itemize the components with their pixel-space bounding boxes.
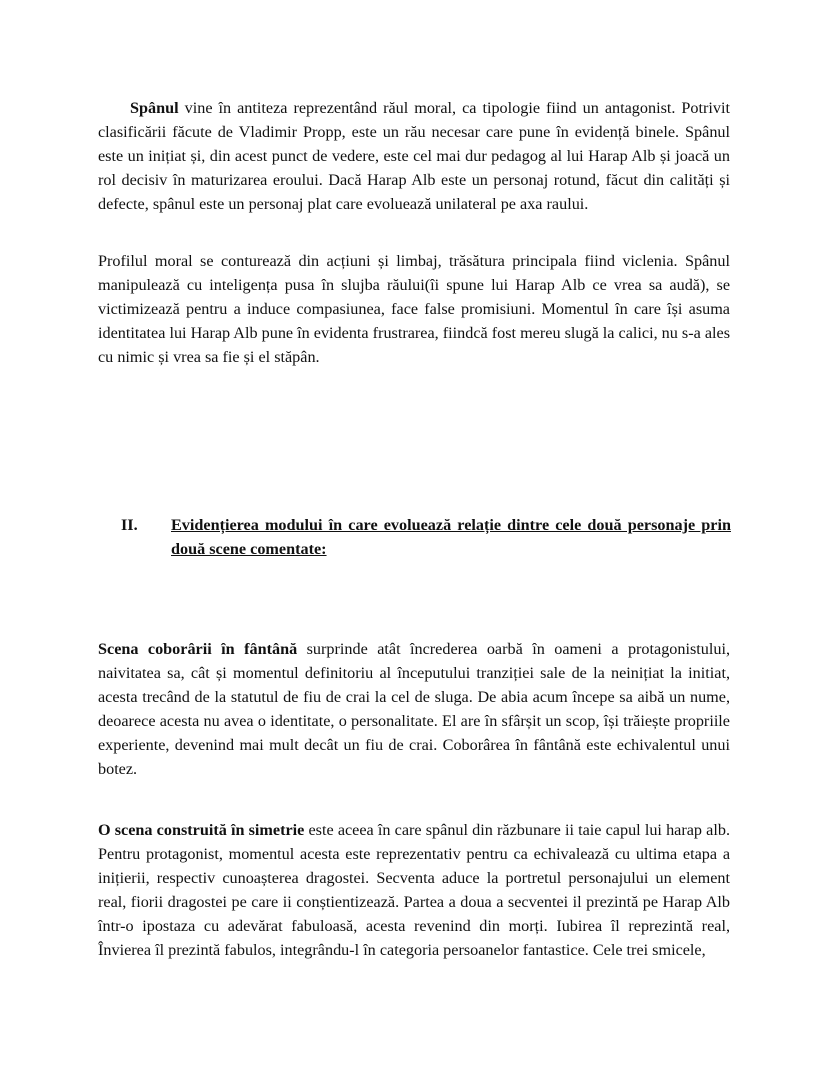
paragraph-lead-bold: Scena coborârii în fântână: [98, 640, 298, 658]
paragraph-scena-fantana: [98, 637, 730, 782]
paragraph-body: este aceea în care spânul din răzbunare ii taie capul lui harap alb. Pentru protagonist, momentul acesta este reprezentativ pentru ca echivalează cu ultima etapa a inițierii, respectiv cunoașterea dragostei. Secventa aduce la portretul personajului un element real, fiorii dragostei pe care ii conștientizează. Partea a doua a secventei il prezintă pe Harap Alb într-o ipostaza cu adevărat fabuloasă, acesta revenind din morți. Iubirea îl reprezintă real, Învierea îl prezintă fabulos, integrându-l în categoria persoanelor fantastice. Cele trei smicele,: [98, 821, 730, 960]
paragraph-body: surprinde atât încrederea oarbă în oameni a protagonistului, naivitatea sa, cât și momentul definitoriu al începutului tranziției sale de la neinițiat la initiat, acesta trecând de la statutul de fiu de crai la cel de sluga. De abia acum începe sa aibă un nume, deoarece acesta nu avea o identitate, o personalitate. El are în sfârșit un scop, își trăiește propriile experiente, devenind mai mult decât un fiu de crai. Coborârea în fântână este echivalentul unui botez.: [98, 640, 731, 779]
paragraph-spanul-antiteza: [98, 96, 730, 216]
paragraph-body: vine în antiteza reprezentând răul moral, ca tipologie fiind un antagonist. Potrivit clasificării făcute de Vladimir Propp, este un rău necesar care pune în evidență binele. Spânul este un inițiat și, din acest punct de vedere, este cel mai dur pedagog al lui Harap Alb și joacă un rol decisiv în maturizarea eroului. Dacă Harap Alb este un personaj rotund, făcut din calități și defecte, spânul este un personaj plat care evoluează unilateral pe axa raului.: [98, 99, 730, 214]
paragraph-body: Profilul moral se conturează din acțiuni și limbaj, trăsătura principala fiind viclenia. Spânul manipulează cu inteligența pusa în slujba răului(îi spune lui Harap Alb ce vrea sa audă), se victimizează pentru a induce compasiunea, face false promisiuni. Momentul în care își asuma identitatea lui Harap Alb pune în evidenta frustrarea, fiindcă fost mereu slugă la calici, nu s-a ales cu nimic și vrea sa fie și el stăpân.: [98, 252, 730, 367]
paragraph-scena-simetrie: [98, 818, 730, 963]
paragraph-profil-moral: [98, 249, 730, 369]
section-number: II.: [121, 516, 138, 534]
paragraph-lead-bold: Spânul: [130, 99, 179, 117]
section-title: Evidențierea modului în care evoluează relație dintre cele două personaje prin două scene comentate:: [171, 516, 731, 559]
paragraph-lead-bold: O scena construită în simetrie: [98, 821, 305, 839]
